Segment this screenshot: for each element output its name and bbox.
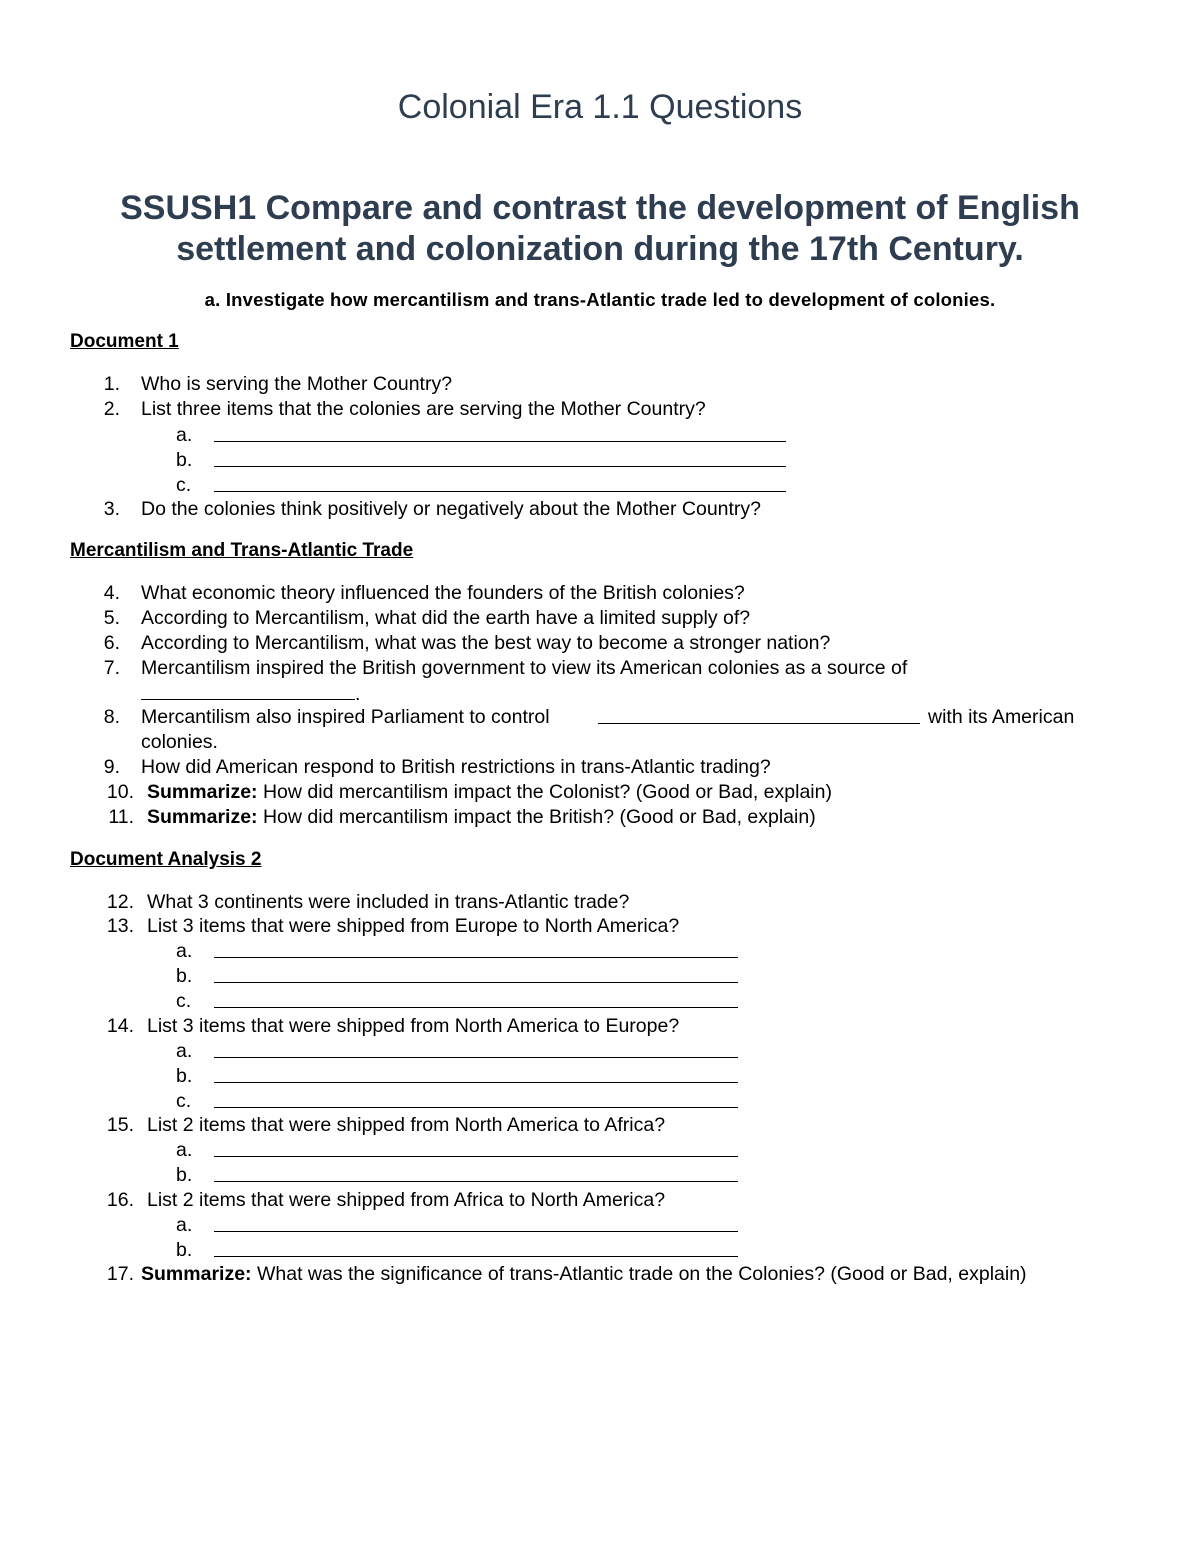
question-text: What economic theory influenced the founders of the British colonies? [141,582,745,604]
answer-letter: a. [176,1214,193,1236]
answer-letter: a. [176,424,193,446]
sentence-end: . [355,683,361,705]
question-number: 2. [103,398,120,420]
answer-letter: b. [176,965,193,987]
question-number: 17. [106,1263,134,1285]
question-text: According to Mercantilism, what was the best way to become a stronger nation? [141,632,831,654]
answer-blank[interactable] [214,1089,738,1108]
question-text: According to Mercantilism, what did the earth have a limited supply of? [141,607,751,629]
answer-letter: c. [176,1090,192,1112]
question-number: 9. [103,756,120,778]
answer-letter: b. [176,1065,193,1087]
question-number: 7. [103,657,120,679]
page-title: Colonial Era 1.1 Questions [397,88,803,126]
question-number: 3. [103,498,120,520]
answer-letter: a. [176,1139,193,1161]
answer-letter: a. [176,1040,193,1062]
question-text: Do the colonies think positively or negatively about the Mother Country? [141,498,762,520]
answer-blank[interactable] [214,1238,738,1257]
question-number: 6. [103,632,120,654]
answer-letter: b. [176,449,193,471]
answer-blank[interactable] [214,473,786,492]
question-text: Mercantilism also inspired Parliament to control [141,706,550,728]
question-text: Mercantilism inspired the British government to view its American colonies as a source of [141,657,908,679]
standard-heading: SSUSH1 Compare and contrast the development of English settlement and colonization during the 17th Century. [120,189,1080,268]
question-text: How did mercantilism impact the Colonist? (Good or Bad, explain) [262,781,832,803]
answer-blank[interactable] [214,1138,738,1157]
summarize-label: Summarize: [141,1263,252,1285]
question-text: Who is serving the Mother Country? [141,373,453,395]
question-number: 1. [103,373,120,395]
question-number: 16. [106,1189,134,1211]
section-heading-document-analysis-2: Document Analysis 2 [70,849,262,870]
answer-blank[interactable] [214,1039,738,1058]
question-number: 15. [106,1114,134,1136]
question-text: List three items that the colonies are serving the Mother Country? [141,398,706,420]
question-text: How did mercantilism impact the British? (Good or Bad, explain) [262,806,816,828]
question-number: 13. [106,915,134,937]
answer-blank[interactable] [214,939,738,958]
question-text: What 3 continents were included in trans-Atlantic trade? [147,891,630,913]
question-text: List 3 items that were shipped from Europe to North America? [147,915,680,937]
question-text-part: colonies. [141,731,218,753]
answer-blank[interactable] [598,705,920,724]
answer-blank[interactable] [214,964,738,983]
question-number: 11. [108,806,134,828]
summarize-label: Summarize: [147,781,258,803]
objective-text: a. Investigate how mercantilism and trans-Atlantic trade led to development of colonies. [204,289,996,310]
answer-blank[interactable] [214,989,738,1008]
answer-blank[interactable] [214,1064,738,1083]
answer-letter: c. [176,474,192,496]
section-heading-document-1: Document 1 [70,331,179,352]
answer-letter: c. [176,990,192,1012]
summarize-label: Summarize: [147,806,258,828]
question-number: 12. [106,891,134,913]
question-number: 5. [103,607,120,629]
answer-blank[interactable] [214,1163,738,1182]
question-text: List 2 items that were shipped from Africa to North America? [147,1189,666,1211]
answer-blank[interactable] [214,448,786,467]
question-number: 4. [103,582,120,604]
question-text: List 2 items that were shipped from North America to Africa? [147,1114,666,1136]
answer-letter: b. [176,1164,193,1186]
section-heading-mercantilism: Mercantilism and Trans-Atlantic Trade [70,540,414,561]
answer-blank[interactable] [214,1213,738,1232]
question-text: How did American respond to British restrictions in trans-Atlantic trading? [141,756,771,778]
answer-blank[interactable] [214,423,786,442]
answer-letter: a. [176,940,193,962]
answer-letter: b. [176,1239,193,1261]
question-text: What was the significance of trans-Atlantic trade on the Colonies? (Good or Bad, explain) [256,1263,1027,1285]
question-text-part: with its American [928,706,1075,728]
question-number: 14. [106,1015,134,1037]
question-number: 8. [103,706,120,728]
answer-blank[interactable] [141,681,355,700]
question-number: 10. [106,781,134,803]
question-text: List 3 items that were shipped from North America to Europe? [147,1015,680,1037]
